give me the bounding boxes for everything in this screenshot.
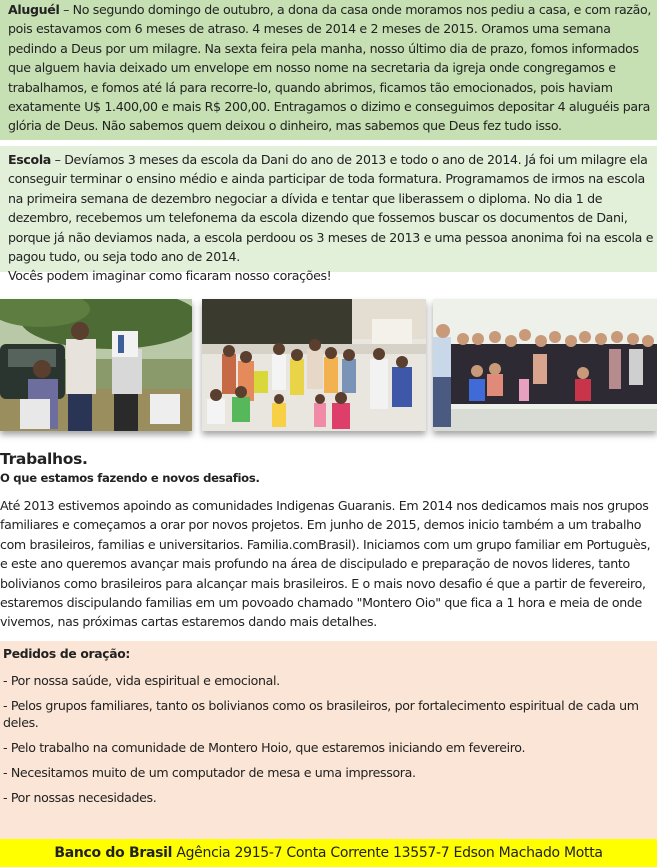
escola-section — [0, 146, 657, 284]
bank-details: Agência 2915-7 Conta Corrente 13557-7 Edson Machado Motta — [172, 845, 603, 861]
bank-name: Banco do Brasil — [54, 845, 173, 861]
escola-label: Escola — [8, 152, 51, 167]
photo-family-group — [202, 299, 426, 431]
pedidos-title: Pedidos de oração: — [3, 647, 131, 661]
escola-closing: Vocês podem imaginar como ficaram nosso corações! — [8, 268, 332, 284]
bank-info-banner — [0, 839, 657, 867]
prayer-item: - Pelo trabalho na comunidade de Montero Hoio, que estaremos iniciando em fevereiro. — [3, 740, 526, 755]
aluguel-label: Aluguél — [8, 2, 60, 17]
prayer-item: - Necesitamos muito de um computador de mesa e uma impressora. — [3, 765, 416, 780]
escola-text: – Devíamos 3 meses da escola da Dani do ano de 2013 e todo o ano de 2014. Já foi um milagre ela conseguir terminar o ensino médio e ainda participar de toda formatura. Programamos de irmos na escola na primeira semana de dezembro negociar a dívida e tentar que liberassem o diploma. No dia 1 de dezembro, recebemos um telefonema da escola dizendo que fossemos buscar os documentos de Dani, porque já não deviamos nada, a escola perdoou os 3 meses de 2013 e uma pessoa anonima foi na escola e pagou tudo, ou seja todo ano de 2014. — [8, 152, 654, 265]
aluguel-text: – No segundo domingo de outubro, a dona da casa onde moramos nos pediu a casa, e com razão, pois estavamos com 6 meses de atraso. 4 meses de 2014 e 2 meses de 2015. Oramos uma semana pedindo a Deus por um milagre. Na sexta feira pela manha, nosso último dia de prazo, fomos informados que alguem havia deixado um envelope em nosso nome na secretaria da igreja onde congregamos e trabalhamos, e fomos até lá para recorre-lo, quando abrimos, ficamos tão emocionados, pois haviam exatamente U$ 1.400,00 e mais R$ 200,00. Entragamos o dizimo e conseguimos depositar 4 aluguéis para glória de Deus. Não sabemos quem deixou o dinheiro, mas sabemos que Deus fez tudo isso. — [8, 2, 652, 134]
trabalhos-title: Trabalhos. — [0, 450, 88, 468]
prayer-item: - Por nossa saúde, vida espiritual e emocional. — [3, 673, 280, 688]
photo-youth-group — [433, 299, 657, 431]
trabalhos-subtitle: O que estamos fazendo e novos desafios. — [0, 471, 260, 485]
aluguel-section — [0, 0, 657, 140]
photo-outdoor-meeting — [0, 299, 192, 431]
prayer-item: - Por nossas necesidades. — [3, 790, 157, 805]
prayer-item: - Pelos grupos familiares, tanto os bolivianos como os brasileiros, por fortalecimento espiritual de cada um deles. — [3, 698, 639, 730]
trabalhos-body: Até 2013 estivemos apoindo as comunidades Indigenas Guaranis. Em 2014 nos dedicamos mais nos grupos familiares e começamos a orar por novos projetos. Em junho de 2015, demos inicio também a um trabalho com brasileiros, familias e universitarios. Familia.comBrasil). Iniciamos com um grupo familiar em Portuguès, e este ano queremos avançar mais profundo na área de discipulado e preparação de novos lideres, tanto bolivianos como brasileiros para alcançar mais brasileiros. E o mais novo desafio é que a partir de fevereiro, estaremos discipulando familias em um povoado chamado "Montero Oio" que fica a 1 hora e meia de onde vivemos, nas próximas cartas estaremos dando mais detalhes. — [0, 498, 651, 630]
pedidos-section — [0, 641, 657, 839]
photo-strip — [0, 296, 657, 438]
